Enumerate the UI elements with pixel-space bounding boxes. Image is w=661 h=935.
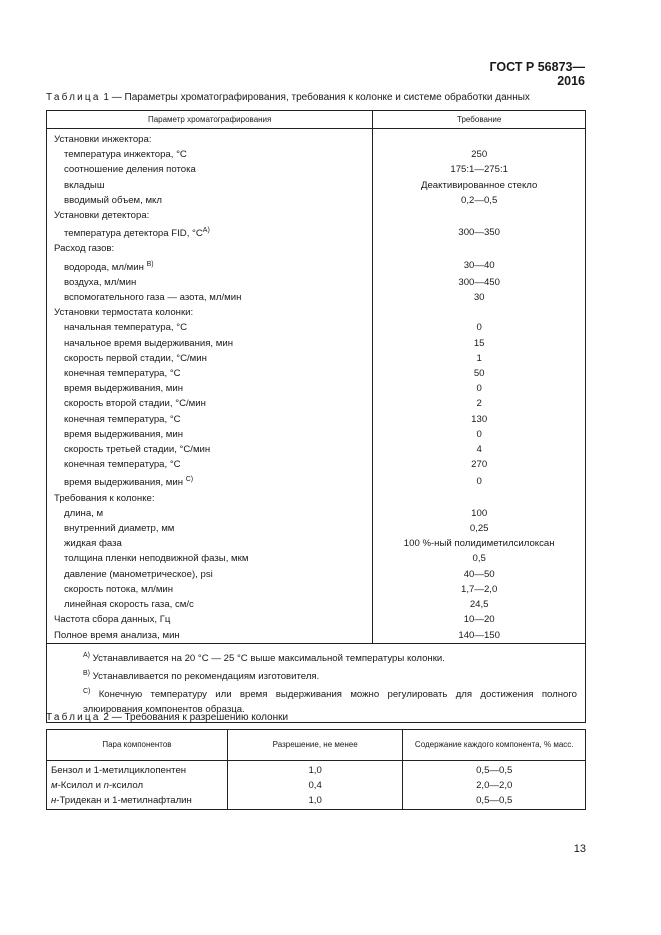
requirement-cell: 0,25 (373, 521, 586, 536)
parameter-cell: давление (манометрическое), psi (47, 567, 373, 582)
table-row (47, 582, 586, 597)
table-row (47, 223, 586, 241)
table-row (47, 412, 586, 427)
footnote-a: $^{A)}$ Устанавливается на 20 °C — 25 °C выше максимальной температуры колонки. (83, 651, 445, 664)
requirement-cell: 50 (373, 366, 586, 381)
parameter-cell: водорода, мл/мин $^{B)}$ (47, 257, 373, 275)
requirement-cell (373, 129, 586, 148)
table-row (47, 208, 586, 223)
parameter-cell: Полное время анализа, мин (47, 628, 373, 644)
table-header-row (47, 730, 586, 761)
table2-caption (46, 712, 288, 723)
parameter-cell: линейная скорость газа, см/с (47, 597, 373, 612)
content-value: 0,5—0,5 (403, 793, 586, 810)
requirement-cell (373, 491, 586, 506)
table-row (47, 427, 586, 442)
requirement-cell: 15 (373, 336, 586, 351)
requirement-cell: 2 (373, 396, 586, 411)
table-footnotes (47, 643, 586, 722)
table-row (47, 147, 586, 162)
column-header-content: Содержание каждого компонента, % масс. (403, 730, 586, 761)
requirement-cell: 1 (373, 351, 586, 366)
parameter-cell: скорость потока, мл/мин (47, 582, 373, 597)
requirement-cell: 4 (373, 442, 586, 457)
table-row (47, 366, 586, 381)
caption-prefix: Таблица (46, 92, 101, 103)
caption-text: 1 — Параметры хроматографирования, требования к колонке и системе обработки данных (100, 92, 530, 103)
parameter-cell: соотношение деления потока (47, 162, 373, 177)
table-row (47, 491, 586, 506)
parameter-cell: вспомогательного газа — азота, мл/мин (47, 290, 373, 305)
requirement-cell: 1,7—2,0 (373, 582, 586, 597)
table-row (47, 381, 586, 396)
table-row (47, 257, 586, 275)
requirement-cell (373, 305, 586, 320)
requirement-cell: 0 (373, 427, 586, 442)
table-row (47, 193, 586, 208)
column-header-pair: Пара компонентов (47, 730, 228, 761)
table-row (47, 793, 586, 810)
parameter-cell: начальная температура, °C (47, 320, 373, 335)
requirement-cell: 40—50 (373, 567, 586, 582)
requirement-cell: 0 (373, 320, 586, 335)
requirement-cell: 30—40 (373, 257, 586, 275)
table-row (47, 551, 586, 566)
column-resolution-table (46, 729, 586, 810)
parameter-cell: вводимый объем, мкл (47, 193, 373, 208)
content-value: 0,5—0,5 (403, 761, 586, 779)
component-pair: м-Ксилол и n-ксилол (47, 778, 228, 793)
requirement-cell: Деактивированное стекло (373, 178, 586, 193)
requirement-cell: 10—20 (373, 612, 586, 627)
requirement-cell: 30 (373, 290, 586, 305)
requirement-cell: 0 (373, 472, 586, 490)
footnote-b: $^{B)}$ Устанавливается по рекомендациям изготовителя. (83, 669, 320, 682)
table-row (47, 612, 586, 627)
table-row (47, 396, 586, 411)
parameter-cell: скорость второй стадии, °C/мин (47, 396, 373, 411)
table-row (47, 506, 586, 521)
table-header-row (47, 111, 586, 129)
column-header-parameter: Параметр хроматографирования (47, 111, 373, 129)
parameter-cell: конечная температура, °C (47, 366, 373, 381)
requirement-cell: 175:1—275:1 (373, 162, 586, 177)
parameter-cell: скорость первой стадии, °C/мин (47, 351, 373, 366)
parameter-cell: воздуха, мл/мин (47, 275, 373, 290)
parameter-cell: жидкая фаза (47, 536, 373, 551)
table-row (47, 178, 586, 193)
parameter-cell: начальное время выдерживания, мин (47, 336, 373, 351)
requirement-cell: 0 (373, 381, 586, 396)
table-row (47, 567, 586, 582)
column-header-requirement: Требование (373, 111, 586, 129)
parameter-cell: длина, м (47, 506, 373, 521)
table1-caption (46, 92, 530, 103)
resolution-value: 0,4 (227, 778, 403, 793)
document-code: ГОСТ Р 56873—2016 (489, 60, 585, 88)
parameter-cell: время выдерживания, мин $^{C)}$ (47, 472, 373, 490)
table-row (47, 336, 586, 351)
requirement-cell: 0,2—0,5 (373, 193, 586, 208)
parameter-cell: Требования к колонке: (47, 491, 373, 506)
requirement-cell (373, 208, 586, 223)
parameter-cell: Установки детектора: (47, 208, 373, 223)
requirement-cell: 300—450 (373, 275, 586, 290)
notes-row (47, 643, 586, 722)
parameter-cell: Установки термостата колонки: (47, 305, 373, 320)
table-row (47, 628, 586, 644)
table-row (47, 351, 586, 366)
caption-prefix: Таблица (46, 712, 101, 723)
table-row (47, 778, 586, 793)
requirement-cell: 24,5 (373, 597, 586, 612)
table-row (47, 305, 586, 320)
parameter-cell: температура детектора FID, $^\circ C^{A)}$ (47, 223, 373, 241)
parameter-cell: толщина пленки неподвижной фазы, мкм (47, 551, 373, 566)
caption-text: 2 — Требования к разрешению колонки (100, 712, 289, 723)
parameter-cell: скорость третьей стадии, °C/мин (47, 442, 373, 457)
requirement-cell: 250 (373, 147, 586, 162)
requirement-cell: 270 (373, 457, 586, 472)
parameter-cell: конечная температура, °C (47, 412, 373, 427)
table-row (47, 442, 586, 457)
table-row (47, 761, 586, 779)
table-row (47, 320, 586, 335)
column-header-resolution: Разрешение, не менее (227, 730, 403, 761)
resolution-value: 1,0 (227, 793, 403, 810)
table-row (47, 536, 586, 551)
resolution-value: 1,0 (227, 761, 403, 779)
parameter-cell: время выдерживания, мин (47, 381, 373, 396)
table-row (47, 290, 586, 305)
parameter-cell: Частота сбора данных, Гц (47, 612, 373, 627)
table-row (47, 275, 586, 290)
parameter-cell: время выдерживания, мин (47, 427, 373, 442)
chromatography-parameters-table (46, 110, 586, 723)
parameter-cell: Расход газов: (47, 241, 373, 256)
page-number: 13 (573, 843, 586, 855)
table-row (47, 472, 586, 490)
content-value: 2,0—2,0 (403, 778, 586, 793)
table-row (47, 597, 586, 612)
table-row (47, 457, 586, 472)
parameter-cell: температура инжектора, °C (47, 147, 373, 162)
requirement-cell: 140—150 (373, 628, 586, 644)
parameter-cell: конечная температура, °C (47, 457, 373, 472)
parameter-cell: Установки инжектора: (47, 129, 373, 148)
table-row (47, 129, 586, 148)
component-pair: н-Тридекан и 1-метилнафталин (47, 793, 228, 810)
footnote-c: $^{C)}$ Конечную температуру или время выдерживания можно регулировать для достижения полного элюирования компонентов образца. (83, 688, 577, 716)
requirement-cell: 0,5 (373, 551, 586, 566)
table-row (47, 241, 586, 256)
requirement-cell (373, 241, 586, 256)
component-pair: Бензол и 1-метилциклопентен (47, 761, 228, 779)
parameter-cell: вкладыш (47, 178, 373, 193)
table-row (47, 162, 586, 177)
requirement-cell: 130 (373, 412, 586, 427)
requirement-cell: 100 %-ный полидиметилсилоксан (373, 536, 586, 551)
requirement-cell: 100 (373, 506, 586, 521)
parameter-cell: внутренний диаметр, мм (47, 521, 373, 536)
table-row (47, 521, 586, 536)
requirement-cell: 300—350 (373, 223, 586, 241)
